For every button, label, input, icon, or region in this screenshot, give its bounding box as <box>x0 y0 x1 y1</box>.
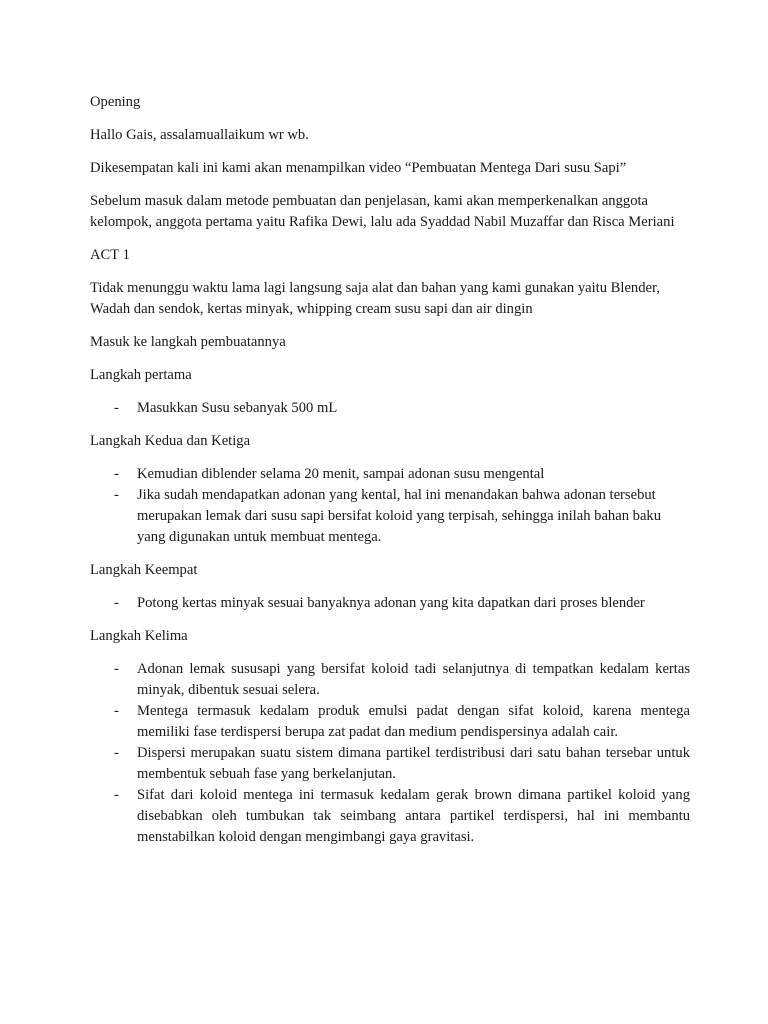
step4-title: Langkah Keempat <box>90 562 198 578</box>
opening-heading: Opening <box>90 94 141 110</box>
dash-bullet: - <box>114 487 119 503</box>
dash-bullet: - <box>114 745 119 761</box>
step2-title: Langkah Kedua dan Ketiga <box>90 433 251 449</box>
dash-bullet: - <box>114 466 119 482</box>
document-body <box>90 92 690 860</box>
dash-bullet: - <box>114 400 119 416</box>
step1-list <box>90 398 690 419</box>
list-item-text: Adonan lemak sususapi yang bersifat koloid tadi selanjutnya di tempatkan kedalam kertas minyak, dibentuk sesuai selera. <box>137 661 690 698</box>
list-item <box>90 593 690 614</box>
list-item <box>90 398 690 419</box>
list-item <box>90 701 690 743</box>
step5-title: Langkah Kelima <box>90 628 188 644</box>
list-item-text: Potong kertas minyak sesuai banyaknya adonan yang kita dapatkan dari proses blender <box>137 595 645 611</box>
dash-bullet: - <box>114 661 119 677</box>
list-item-text: Masukkan Susu sebanyak 500 mL <box>137 400 338 416</box>
members-paragraph: Sebelum masuk dalam metode pembuatan dan penjelasan, kami akan memperkenalkan anggota kelompok, anggota pertama yaitu Rafika Dewi, lalu ada Syaddad Nabil Muzaffar dan Risca Meriani <box>90 193 675 230</box>
tools-paragraph: Tidak menunggu waktu lama lagi langsung saja alat dan bahan yang kami gunakan yaitu Blender, Wadah dan sendok, kertas minyak, whipping cream susu sapi dan air dingin <box>90 280 660 317</box>
list-item <box>90 485 690 548</box>
list-item-text: Jika sudah mendapatkan adonan yang kental, hal ini menandakan bahwa adonan tersebut merupakan lemak dari susu sapi bersifat koloid yang terpisah, sehingga inilah bahan baku yang digunakan untuk membuat mentega. <box>137 487 662 545</box>
step5-list <box>90 659 690 848</box>
step4-list <box>90 593 690 614</box>
step1-title: Langkah pertama <box>90 367 192 383</box>
list-item-text: Mentega termasuk kedalam produk emulsi padat dengan sifat koloid, karena mentega memiliki fase terdispersi berupa zat padat dan medium pendispersinya adalah cair. <box>137 703 690 740</box>
act1-heading: ACT 1 <box>90 247 130 263</box>
list-item-text: Dispersi merupakan suatu sistem dimana partikel terdistribusi dari satu bahan tersebar untuk membentuk sebuah fase yang berkelanjutan. <box>137 745 690 782</box>
intro-paragraph: Dikesempatan kali ini kami akan menampilkan video “Pembuatan Mentega Dari susu Sapi” <box>90 160 627 176</box>
list-item <box>90 743 690 785</box>
dash-bullet: - <box>114 595 119 611</box>
greeting-paragraph: Hallo Gais, assalamuallaikum wr wb. <box>90 127 309 143</box>
list-item <box>90 785 690 848</box>
steps-intro: Masuk ke langkah pembuatannya <box>90 334 286 350</box>
list-item-text: Sifat dari koloid mentega ini termasuk kedalam gerak brown dimana partikel koloid yang disebabkan oleh tumbukan tak seimbang antara partikel terdispersi, hal ini membantu menstabilkan koloid dengan mengimbangi gaya gravitasi. <box>137 787 690 845</box>
list-item-text: Kemudian diblender selama 20 menit, sampai adonan susu mengental <box>137 466 545 482</box>
list-item <box>90 464 690 485</box>
dash-bullet: - <box>114 787 119 803</box>
step2-list <box>90 464 690 548</box>
list-item <box>90 659 690 701</box>
dash-bullet: - <box>114 703 119 719</box>
